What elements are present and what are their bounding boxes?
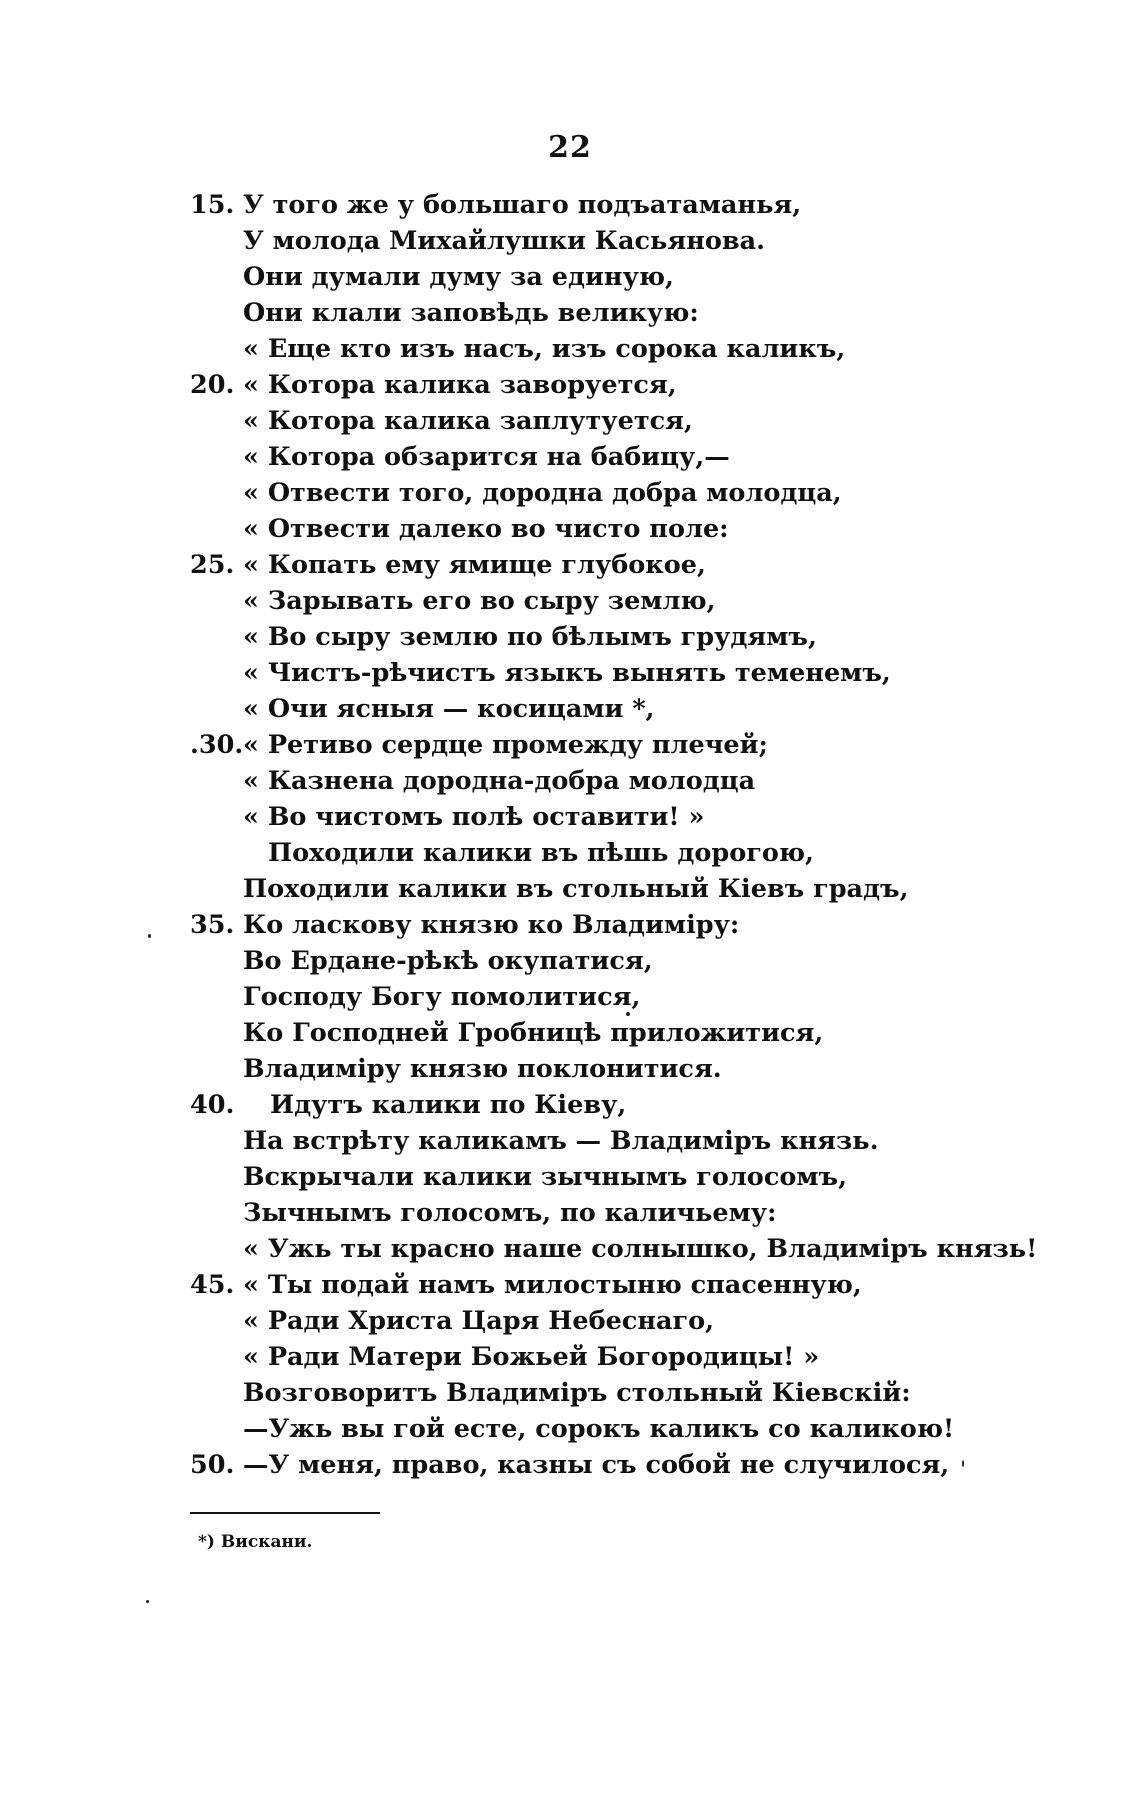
- verse-text: У молода Михайлушки Касьянова.: [243, 226, 765, 256]
- footnote: *) Вискани.: [198, 1532, 313, 1552]
- verse-line: [0, 1375, 1140, 1411]
- verse-number: 15.: [190, 190, 235, 220]
- verse-text: Во Ердане-рѣкѣ окупатися,: [243, 946, 653, 976]
- verse-line: [0, 1051, 1140, 1087]
- verse-line: [0, 223, 1140, 259]
- verse-number: 40.: [190, 1090, 235, 1120]
- verse-line: [0, 439, 1140, 475]
- verse-text: Ко ласкову князю ко Владиміру:: [243, 910, 740, 940]
- verse-line: [0, 907, 1140, 943]
- verse-text: « Отвести того, дородна добра молодца,: [243, 478, 842, 508]
- verse-line: [0, 295, 1140, 331]
- verse-line: [0, 187, 1140, 223]
- verse-text: « Отвести далеко во чисто поле:: [243, 514, 729, 544]
- verse-text: « Котора калика заплутуется,: [243, 406, 693, 436]
- verse-line: [0, 1231, 1140, 1267]
- verse-line: [0, 1087, 1140, 1123]
- verse-number: 50.: [190, 1450, 235, 1480]
- verse-line: [0, 259, 1140, 295]
- verse-line: [0, 655, 1140, 691]
- verse-line: [0, 403, 1140, 439]
- verse-line: [0, 1339, 1140, 1375]
- verse-text: Господу Богу помолитися,: [243, 982, 641, 1012]
- verse-text: На встрѣту каликамъ — Владиміръ князь.: [243, 1126, 879, 1156]
- verse-text: « Очи ясныя — косицами *,: [243, 694, 655, 724]
- verse-text: « Копать ему ямище глубокое,: [243, 550, 706, 580]
- verse-line: [0, 547, 1140, 583]
- verse-line: [0, 1123, 1140, 1159]
- verse-text: —Ужь вы гой есте, сорокъ каликъ со каликою!: [243, 1414, 955, 1444]
- verse-text: « Ужь ты красно наше солнышко, Владиміръ князь!: [243, 1234, 1038, 1264]
- verse-text: —У меня, право, казны съ собой не случилося,: [243, 1450, 950, 1480]
- verse-text: Походили калики въ пѣшь дорогою,: [268, 838, 814, 868]
- verse-number: 45.: [190, 1270, 235, 1300]
- verse-text: Идутъ калики по Кіеву,: [270, 1090, 627, 1120]
- verse-line: [0, 331, 1140, 367]
- verse-line: [0, 367, 1140, 403]
- verse-text: « Ретиво сердце промежду плечей;: [243, 730, 768, 760]
- verse-line: [0, 979, 1140, 1015]
- verse-text: « Чистъ-рѣчистъ языкъ вынять теменемъ,: [243, 658, 891, 688]
- verse-line: [0, 1267, 1140, 1303]
- print-speck: [148, 934, 151, 938]
- print-speck: [626, 1012, 630, 1016]
- verse-text: Они думали думу за единую,: [243, 262, 674, 292]
- print-speck: [146, 1600, 149, 1603]
- verse-text: « Во чистомъ полѣ оставити! »: [243, 802, 705, 832]
- verse-text: « Котора обзарится на бабицу,—: [243, 442, 730, 472]
- verse-number: 25.: [190, 550, 235, 580]
- verse-line: [0, 511, 1140, 547]
- footnote-separator-rule: [190, 1512, 380, 1514]
- verse-number: .30.: [190, 730, 244, 760]
- verse-text: Вскрычали калики зычнымъ голосомъ,: [243, 1162, 847, 1192]
- verse-text: Зычнымъ голосомъ, по каличьему:: [243, 1198, 777, 1228]
- verse-line: [0, 763, 1140, 799]
- page-number: 22: [548, 130, 592, 165]
- verse-text: « Зарывать его во сыру землю,: [243, 586, 716, 616]
- verse-text: У того же у большаго подъатаманья,: [243, 190, 802, 220]
- verse-line: [0, 619, 1140, 655]
- verse-line: [0, 799, 1140, 835]
- verse-number: 20.: [190, 370, 235, 400]
- verse-text: « Ты подай намъ милостыню спасенную,: [243, 1270, 862, 1300]
- verse-line: [0, 727, 1140, 763]
- verse-text: Ко Господней Гробницѣ приложитися,: [243, 1018, 824, 1048]
- verse-line: [0, 1303, 1140, 1339]
- verse-line: [0, 871, 1140, 907]
- verse-text: « Котора калика заворуется,: [243, 370, 677, 400]
- verse-text: Походили калики въ стольный Кіевъ градъ,: [243, 874, 909, 904]
- verse-text: Возговоритъ Владиміръ стольный Кіевскій:: [243, 1378, 911, 1408]
- verse-text: « Ради Христа Царя Небеснаго,: [243, 1306, 715, 1336]
- verse-text: « Еще кто изъ насъ, изъ сорока каликъ,: [243, 334, 846, 364]
- verse-line: [0, 1411, 1140, 1447]
- verse-block: [0, 187, 1140, 1483]
- verse-line: [0, 1015, 1140, 1051]
- verse-text: « Во сыру землю по бѣлымъ грудямъ,: [243, 622, 817, 652]
- verse-text: « Ради Матери Божьей Богородицы! »: [243, 1342, 820, 1372]
- verse-text: Владиміру князю поклонитися.: [243, 1054, 722, 1084]
- verse-text: « Казнена дородна-добра молодца: [243, 766, 756, 796]
- verse-line: [0, 835, 1140, 871]
- verse-line: [0, 475, 1140, 511]
- print-speck: [962, 1460, 964, 1467]
- verse-line: [0, 943, 1140, 979]
- verse-number: 35.: [190, 910, 235, 940]
- verse-line: [0, 691, 1140, 727]
- verse-line: [0, 583, 1140, 619]
- verse-line: [0, 1159, 1140, 1195]
- verse-line: [0, 1447, 1140, 1483]
- verse-text: Они клали заповѣдь великую:: [243, 298, 699, 328]
- verse-line: [0, 1195, 1140, 1231]
